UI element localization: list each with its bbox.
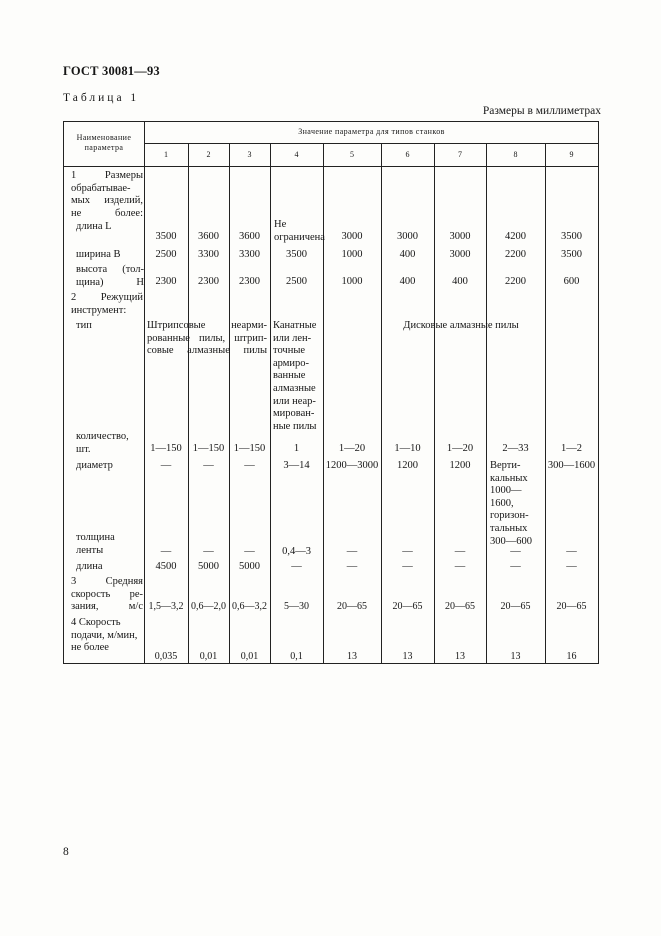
cell-feed-speed-col-3: 0,01 — [240, 651, 259, 662]
row-label-band-length: длина — [76, 561, 103, 572]
column-divider — [381, 143, 382, 663]
table-right-border — [598, 121, 599, 663]
column-number-7: 7 — [458, 150, 462, 159]
parameter-column-header: Наименование параметра — [76, 133, 132, 152]
column-divider — [434, 143, 435, 663]
cell-diameter-col-5: 1200—3000 — [325, 460, 379, 471]
cell-cutting-speed-col-3: 0,6—3,2 — [232, 601, 267, 612]
row-label-quantity: количество, шт. — [76, 431, 129, 455]
column-divider — [545, 143, 546, 663]
cell-band-length-col-8: — — [510, 561, 521, 572]
cell-band-length-col-3: 5000 — [239, 561, 260, 572]
cell-width-col-6: 400 — [399, 249, 416, 260]
cell-band-thickness-col-9: — — [566, 546, 577, 557]
document-title: ГОСТ 30081—93 — [63, 64, 160, 78]
cell-feed-speed-col-5: 13 — [347, 651, 357, 662]
cell-width-col-1: 2500 — [155, 249, 177, 260]
cell-quantity-col-8: 2—33 — [502, 443, 529, 454]
cell-diameter-col-7: 1200 — [449, 460, 471, 471]
cell-band-thickness-col-5: — — [346, 546, 358, 557]
tool-type-column-4: Канатные или лен-точные армиро-ванные алмазные или неар-мирован-ные пилы — [273, 320, 317, 432]
cell-feed-speed-col-7: 13 — [455, 651, 465, 662]
cell-band-thickness-col-8: — — [510, 546, 521, 557]
section-3-heading: 3 Средняя скорость ре-зания, м/с — [71, 576, 143, 613]
tool-type-columns-5-9: Дисковые алмазные пилы — [403, 320, 519, 331]
column-number-9: 9 — [569, 150, 574, 159]
column-number-1: 1 — [164, 150, 168, 159]
column-divider — [144, 121, 145, 663]
cell-height-col-1: 2300 — [155, 276, 177, 287]
cell-height-col-5: 1000 — [341, 276, 363, 287]
column-divider — [486, 143, 487, 663]
cell-diameter-col-3: — — [244, 460, 255, 471]
cell-diameter-col-8: Верти-кальных 1000—1600, горизон-тальных 300—600 — [490, 460, 532, 547]
cell-length-col-4: Не ограничена — [274, 219, 325, 243]
cell-band-length-col-6: — — [402, 561, 413, 572]
cell-feed-speed-col-9: 16 — [566, 651, 577, 662]
cell-width-col-8: 2200 — [505, 249, 526, 260]
group-header: Значение параметра для типов станков — [298, 127, 445, 136]
cell-height-col-9: 600 — [563, 276, 580, 287]
section-2-heading: 2 Режущий инструмент: — [71, 292, 143, 316]
cell-length-col-3: 3600 — [239, 231, 260, 242]
header-split-line — [144, 143, 599, 144]
cell-length-col-9: 3500 — [561, 231, 582, 242]
cell-quantity-col-9: 1—2 — [561, 443, 582, 454]
cell-height-col-6: 400 — [399, 276, 416, 287]
column-divider — [188, 143, 189, 663]
cell-band-length-col-2: 5000 — [198, 561, 219, 572]
cell-diameter-col-6: 1200 — [397, 460, 418, 471]
column-divider — [229, 143, 230, 663]
cell-width-col-4: 3500 — [286, 249, 307, 260]
cell-cutting-speed-col-9: 20—65 — [556, 601, 587, 612]
cell-width-col-3: 3300 — [239, 249, 260, 260]
cell-height-col-4: 2500 — [286, 276, 307, 287]
column-divider — [270, 143, 271, 663]
cell-length-col-1: 3500 — [155, 231, 177, 242]
cell-width-col-5: 1000 — [341, 249, 363, 260]
units-note: Размеры в миллиметрах — [482, 105, 601, 117]
cell-cutting-speed-col-2: 0,6—2,0 — [191, 601, 226, 612]
column-number-4: 4 — [294, 150, 299, 159]
cell-feed-speed-col-2: 0,01 — [199, 651, 218, 662]
cell-band-thickness-col-1: — — [160, 546, 172, 557]
cell-diameter-col-4: 3—14 — [283, 460, 310, 471]
row-label-band-thickness: толщина ленты — [76, 532, 115, 556]
cell-length-col-5: 3000 — [341, 231, 363, 242]
column-number-6: 6 — [405, 150, 410, 159]
cell-band-length-col-9: — — [566, 561, 577, 572]
cell-cutting-speed-col-1: 1,5—3,2 — [148, 601, 184, 612]
column-number-2: 2 — [206, 150, 211, 159]
column-number-5: 5 — [350, 150, 354, 159]
cell-height-col-8: 2200 — [505, 276, 526, 287]
cell-band-thickness-col-4: 0,4—3 — [282, 546, 311, 557]
cell-height-col-7: 400 — [452, 276, 468, 287]
cell-band-thickness-col-3: — — [244, 546, 255, 557]
cell-feed-speed-col-6: 13 — [402, 651, 413, 662]
page-number: 8 — [63, 846, 69, 858]
parameters-table — [63, 121, 599, 663]
cell-band-thickness-col-7: — — [454, 546, 466, 557]
section-1-heading: 1 Размеры обрабатывае-мых изделий, не более: — [71, 170, 143, 219]
table-left-border — [63, 121, 64, 663]
cell-quantity-col-3: 1—150 — [233, 443, 266, 454]
cell-band-thickness-col-6: — — [402, 546, 413, 557]
row-label-width: ширина B — [76, 249, 121, 260]
cell-diameter-col-9: 300—1600 — [547, 460, 596, 471]
row-label-diameter: диаметр — [76, 460, 113, 471]
cell-band-length-col-7: — — [454, 561, 466, 572]
cell-diameter-col-1: — — [160, 460, 172, 471]
cell-quantity-col-4: 1 — [293, 443, 300, 454]
column-divider — [323, 143, 324, 663]
cell-length-col-2: 3600 — [198, 231, 219, 242]
cell-length-col-6: 3000 — [397, 231, 418, 242]
cell-quantity-col-5: 1—20 — [338, 443, 366, 454]
cell-cutting-speed-col-4: 5—30 — [284, 601, 309, 612]
cell-cutting-speed-col-5: 20—65 — [337, 601, 367, 612]
cell-cutting-speed-col-8: 20—65 — [500, 601, 531, 612]
cell-diameter-col-2: — — [203, 460, 214, 471]
tool-type-columns-1-3: Штрипсовые неарми-рованные пилы, штрип-совые алмазные пилы — [147, 320, 267, 357]
cell-width-col-7: 3000 — [449, 249, 471, 260]
cell-width-col-9: 3500 — [561, 249, 582, 260]
cell-band-thickness-col-2: — — [203, 546, 214, 557]
cell-quantity-col-6: 1—10 — [394, 443, 421, 454]
cell-length-col-8: 4200 — [505, 231, 526, 242]
cell-feed-speed-col-1: 0,035 — [154, 651, 178, 662]
cell-height-col-2: 2300 — [198, 276, 219, 287]
cell-quantity-col-1: 1—150 — [150, 443, 182, 454]
column-number-8: 8 — [513, 150, 518, 159]
cell-feed-speed-col-8: 13 — [510, 651, 521, 662]
cell-band-length-col-5: — — [346, 561, 358, 572]
cell-height-col-3: 2300 — [239, 276, 260, 287]
cell-feed-speed-col-4: 0,1 — [290, 651, 303, 662]
cell-quantity-col-2: 1—150 — [192, 443, 225, 454]
column-number-3: 3 — [247, 150, 252, 159]
cell-band-length-col-4: — — [291, 561, 302, 572]
section-4-heading: 4 Скорость подачи, м/мин, не более — [71, 617, 138, 654]
cell-quantity-col-7: 1—20 — [446, 443, 474, 454]
cell-band-length-col-1: 4500 — [155, 561, 177, 572]
row-label-height: высота (тол-щина) H — [76, 264, 144, 288]
cell-cutting-speed-col-6: 20—65 — [392, 601, 423, 612]
cell-length-col-7: 3000 — [449, 231, 471, 242]
row-label-length: длина L — [76, 221, 112, 232]
cell-width-col-2: 3300 — [198, 249, 219, 260]
row-label-type: тип — [76, 320, 92, 331]
cell-cutting-speed-col-7: 20—65 — [445, 601, 475, 612]
table-caption: Таблица 1 — [63, 92, 140, 104]
